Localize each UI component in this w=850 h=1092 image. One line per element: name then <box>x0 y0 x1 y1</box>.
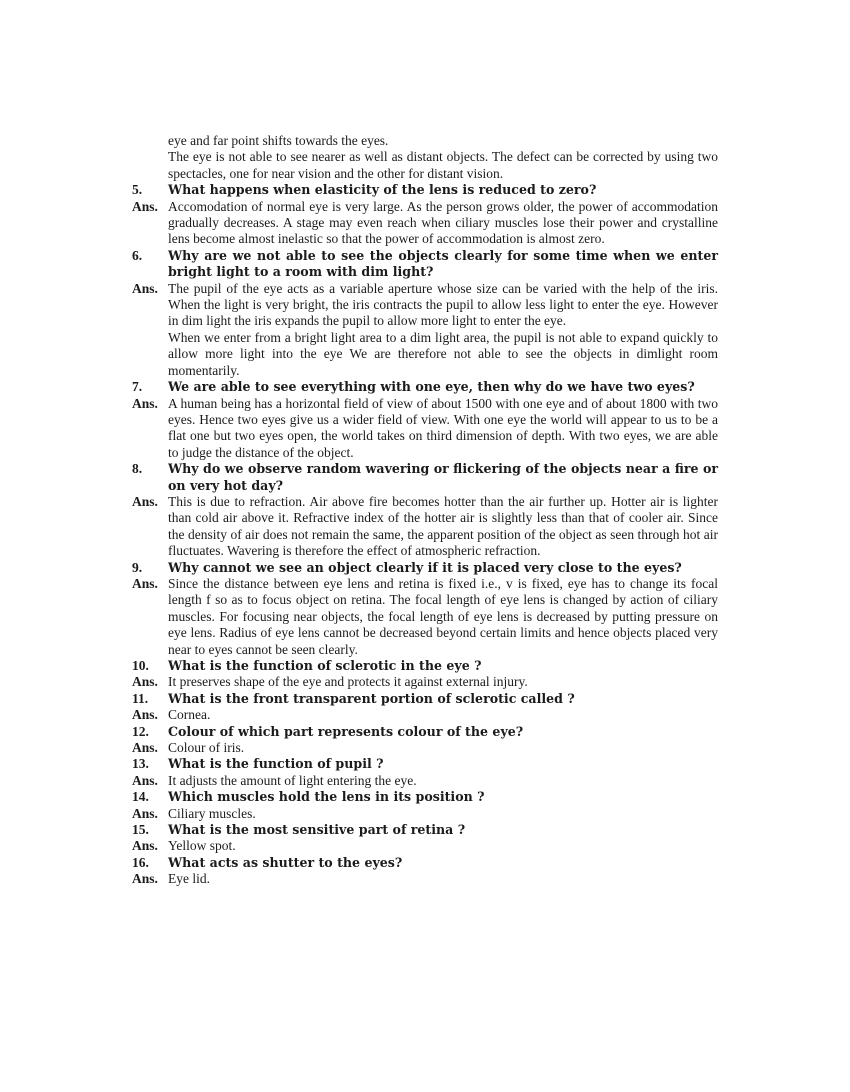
question-text: What acts as shutter to the eyes? <box>168 854 403 870</box>
intro-paragraph-1: eye and far point shifts towards the eyes. <box>168 133 389 148</box>
answer-text: Colour of iris. <box>168 740 245 756</box>
question-number: 6. <box>132 247 143 263</box>
question-10 <box>132 658 718 674</box>
answer-10 <box>132 674 718 690</box>
question-text: Which muscles hold the lens in its position ? <box>168 789 485 805</box>
answer-label: Ans. <box>132 280 158 296</box>
question-text: What is the function of sclerotic in the eye ? <box>168 658 482 673</box>
question-7 <box>132 379 718 395</box>
document-page <box>132 133 718 888</box>
answer-16 <box>132 871 718 887</box>
question-15 <box>132 822 718 838</box>
question-9 <box>132 560 718 576</box>
answer-5 <box>132 199 718 248</box>
answer-label: Ans. <box>132 838 158 854</box>
question-number: 5. <box>132 182 143 198</box>
answer-11 <box>132 707 718 723</box>
answer-14 <box>132 806 718 822</box>
question-text: What is the most sensitive part of retina ? <box>168 822 466 838</box>
question-6 <box>132 248 718 281</box>
answer-label: Ans. <box>132 772 158 788</box>
answer-label: Ans. <box>132 707 158 723</box>
question-number: 7. <box>132 379 143 395</box>
answer-7 <box>132 396 718 462</box>
answer-label: Ans. <box>132 493 158 509</box>
answer-label: Ans. <box>132 805 158 821</box>
answer-9 <box>132 576 718 658</box>
answer-12 <box>132 740 718 756</box>
question-text: We are able to see everything with one eye, then why do we have two eyes? <box>168 379 695 395</box>
answer-6 <box>132 281 718 379</box>
answer-label: Ans. <box>132 395 158 411</box>
answer-text-block <box>168 281 718 379</box>
answer-text: A human being has a horizontal field of view of about 1500 with one eye and of about 1800 with two eyes. Hence two eyes give us a wider field of view. With one eye the world will appear to us to be a flat one but two eyes open, the world takes on third dimension of depth. With two eyes, we are able to judge the distance of the object. <box>168 395 718 460</box>
question-number: 12. <box>132 723 149 739</box>
question-number: 10. <box>132 658 149 673</box>
question-16 <box>132 855 718 871</box>
question-number: 15. <box>132 822 149 838</box>
question-number: 13. <box>132 756 149 772</box>
answer-text: Ciliary muscles. <box>168 805 256 821</box>
question-number: 11. <box>132 690 149 706</box>
question-11 <box>132 691 718 707</box>
answer-text: Eye lid. <box>168 871 210 887</box>
answer-text: This is due to refraction. Air above fire becomes hotter than the air further up. Hotter air is lighter than cold air above it. Refractive index of the hotter air is slightly less than that of cooler air. Since the density of air does not remain the same, the apparent position of the object as seen through hot air fluctuates. Wavering is therefore the effect of atmospheric refraction. <box>168 493 718 559</box>
answer-text: Accomodation of normal eye is very large. As the person grows older, the power of accommodation gradually decreases. A stage may even reach when ciliary muscles lose their power and crystalline lens become almost inelastic so that the power of accommodation is almost zero. <box>168 198 718 247</box>
answer-text: It adjusts the amount of light entering the eye. <box>168 772 417 788</box>
question-8 <box>132 461 718 494</box>
intro-paragraph-2: The eye is not able to see nearer as well as distant objects. The defect can be corrected by using two spectacles, one for near vision and the other for distant vision. <box>168 149 718 181</box>
answer-text: Cornea. <box>168 707 211 723</box>
question-number: 14. <box>132 789 149 805</box>
answer-label: Ans. <box>132 871 158 887</box>
answer-13 <box>132 773 718 789</box>
answer-label: Ans. <box>132 674 158 690</box>
answer-text: It preserves shape of the eye and protects it against external injury. <box>168 674 528 690</box>
answer-text: Since the distance between eye lens and retina is fixed i.e., v is fixed, eye has to change its focal length f so as to focus object on retina. The focal length of eye lens is changed by action of ciliary muscles. For focusing near objects, the focal length of eye lens is decreased by putting pressure on eye lens. Radius of eye lens cannot be decreased beyond certain limits and hence objects placed very near to eyes cannot be seen clearly. <box>168 575 718 657</box>
answer-8 <box>132 494 718 560</box>
answer-label: Ans. <box>132 575 158 591</box>
answer-label: Ans. <box>132 740 158 756</box>
question-5 <box>132 182 718 198</box>
question-text: What is the front transparent portion of sclerotic called ? <box>168 690 575 706</box>
answer-label: Ans. <box>132 198 158 214</box>
answer-text: Yellow spot. <box>168 838 236 854</box>
question-text: Colour of which part represents colour of the eye? <box>168 723 524 739</box>
question-text: Why are we not able to see the objects clearly for some time when we enter bright light to a room with dim light? <box>168 247 718 280</box>
question-text: What happens when elasticity of the lens is reduced to zero? <box>168 182 597 198</box>
question-number: 8. <box>132 461 143 477</box>
question-12 <box>132 724 718 740</box>
answer-text: The pupil of the eye acts as a variable aperture whose size can be varied with the help of the iris. When the light is very bright, the iris contracts the pupil to allow less light to enter the eye. However in dim light the iris expands the pupil to allow more light to enter the eye. <box>168 280 718 329</box>
question-text: Why cannot we see an object clearly if it is placed very close to the eyes? <box>168 559 682 575</box>
question-number: 16. <box>132 854 149 870</box>
question-13 <box>132 756 718 772</box>
answer-15 <box>132 838 718 854</box>
question-text: What is the function of pupil ? <box>168 756 384 772</box>
question-number: 9. <box>132 559 143 575</box>
question-14 <box>132 789 718 805</box>
answer-text: When we enter from a bright light area to a dim light area, the pupil is not able to expand quickly to allow more light into the eye We are therefore not able to see the objects in dimlight room momentarily. <box>168 329 718 378</box>
question-text: Why do we observe random wavering or flickering of the objects near a fire or on very hot day? <box>168 461 718 493</box>
